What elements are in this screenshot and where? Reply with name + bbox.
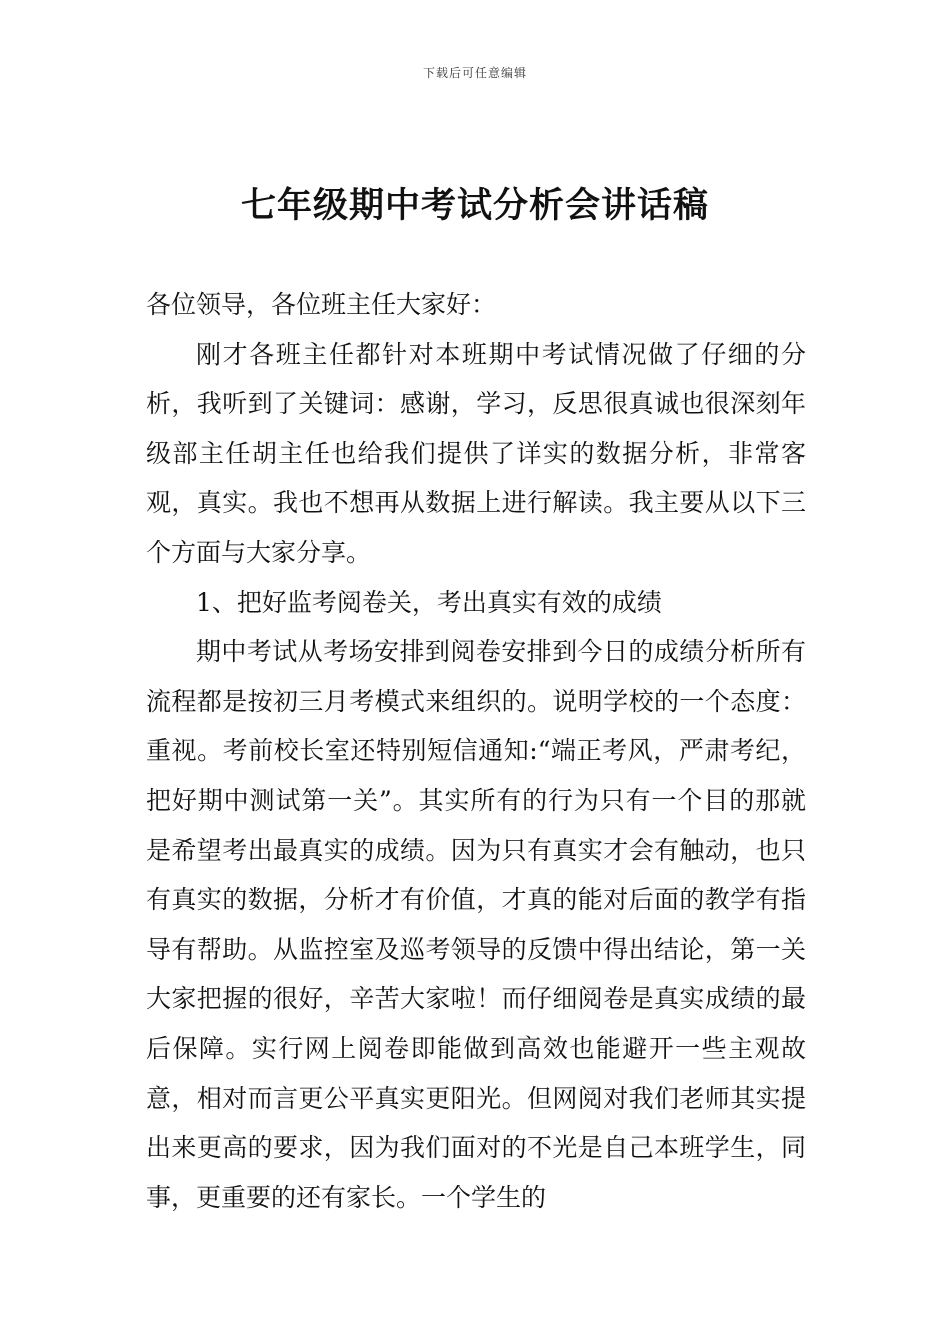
paragraph-section-1: 期中考试从考场安排到阅卷安排到今日的成绩分析所有流程都是按初三月考模式来组织的。说明学校的一个态度：重视。考前校长室还特别短信通知:“端正考风，严肃考纪，把好期中测试第一关”。其实所有的行为只有一个目的那就是希望考出最真实的成绩。因为只有真实才会有触动，也只有真实的数据，分析才有价值，才真的能对后面的教学有指导有帮助。从监控室及巡考领导的反馈中得出结论，第一关大家把握的很好，辛苦大家啦！而仔细阅卷是真实成绩的最后保障。实行网上阅卷即能做到高效也能避开一些主观故意，相对而言更公平真实更阳光。但网阅对我们老师其实提出来更高的要求，因为我们面对的不光是自己本班学生，同事，更重要的还有家长。一个学生的	[146, 637, 806, 1212]
paragraph-intro: 刚才各班主任都针对本班期中考试情况做了仔细的分析，我听到了关键词：感谢，学习，反思很真诚也很深刻年级部主任胡主任也给我们提供了详实的数据分析，非常客观，真实。我也不想再从数据上进行解读。我主要从以下三个方面与大家分享。	[146, 339, 806, 567]
section-heading-1: 1、把好监考阅卷关，考出真实有效的成绩	[196, 587, 662, 617]
document-title: 七年级期中考试分析会讲话稿	[240, 185, 709, 226]
header-note: 下载后可任意编辑	[422, 66, 527, 80]
document-body	[146, 280, 806, 1222]
greeting-line: 各位领导，各位班主任大家好：	[146, 290, 497, 319]
